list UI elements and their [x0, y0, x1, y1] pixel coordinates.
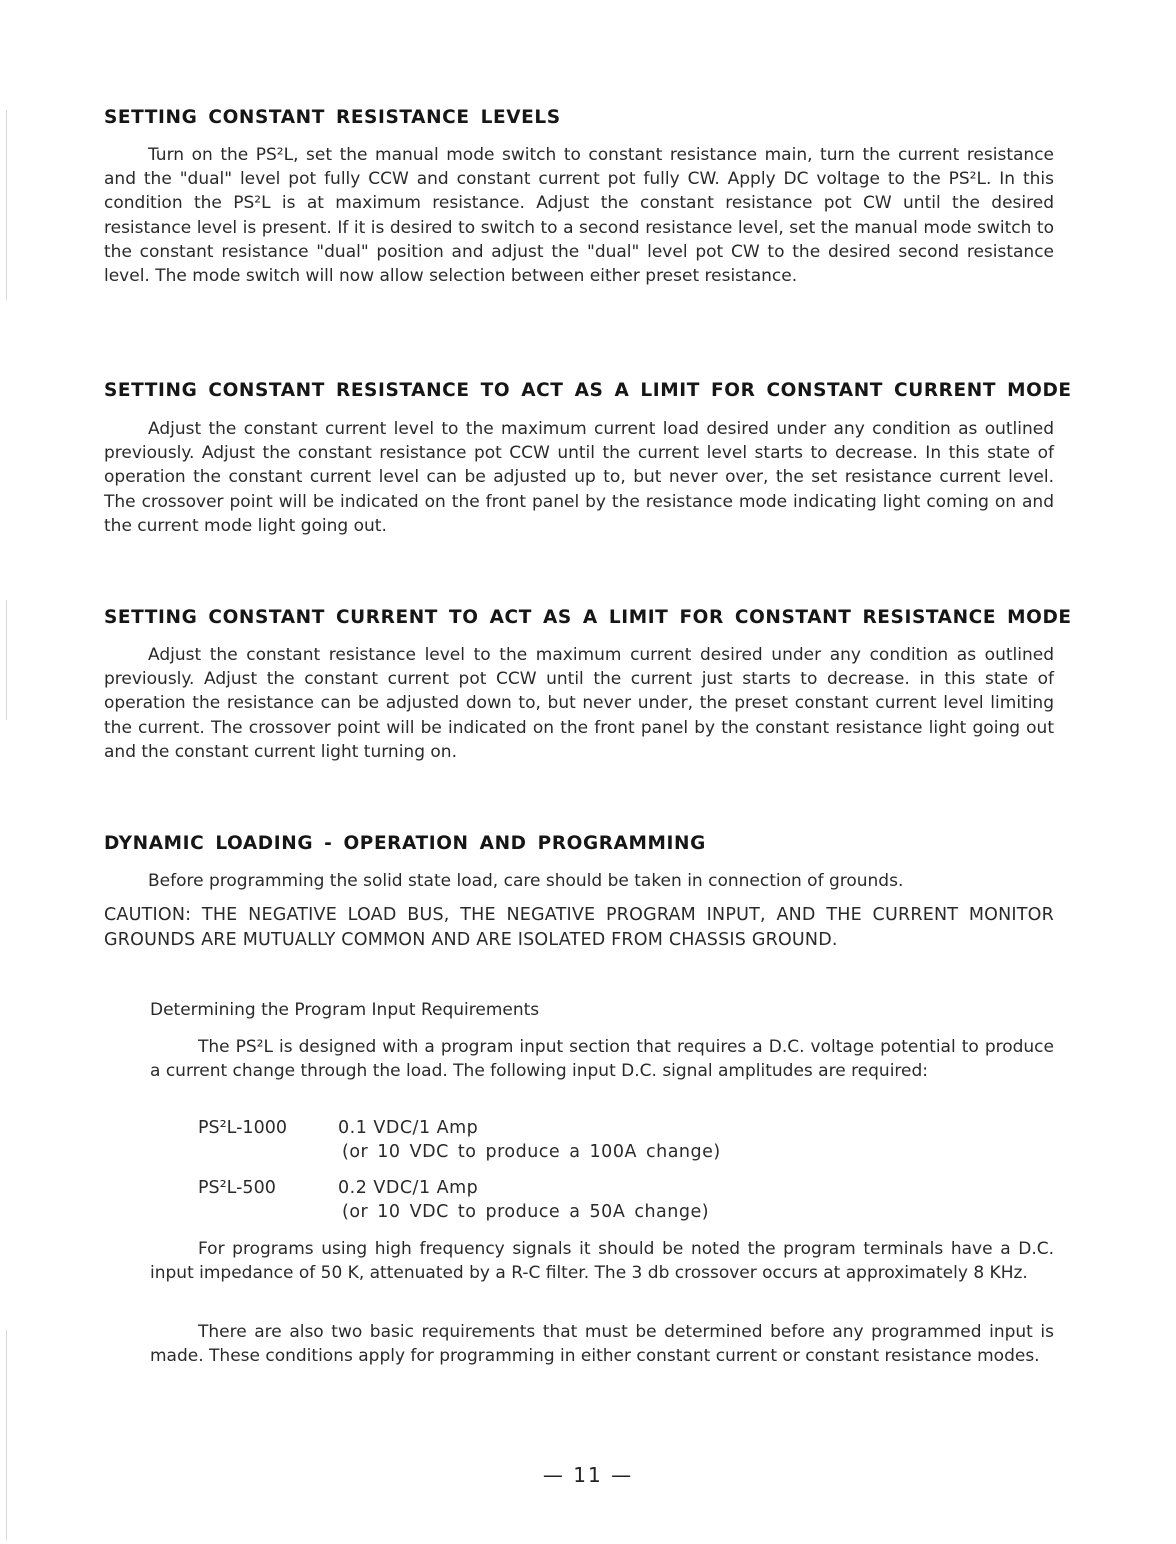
spec-value-500: 0.2 VDC/1 Amp: [338, 1178, 479, 1198]
program-input-intro: The PS²L is designed with a program input section that requires a D.C. voltage potential to produce a current change through the load. The following input D.C. signal amplitudes are required:: [150, 1037, 1054, 1082]
section-paragraph-current-limit: Adjust the constant resistance level to the maximum current desired under any condition as outlined previously. Adjust the constant current pot CCW until the current just starts to decrease. in this state of operation the resistance can be adjusted down to, but never under, the preset constant current level limiting the current. The crossover point will be indicated on the front panel by the constant resistance light going out and the constant current light turning on.: [104, 645, 1054, 762]
spec-model-1000: PS²L-1000: [198, 1118, 287, 1138]
spec-note-500: (or 10 VDC to produce a 50A change): [342, 1202, 710, 1222]
scan-margin-mark: [6, 110, 7, 300]
section-paragraph-dynamic-loading: Before programming the solid state load, care should be taken in connection of grounds.: [148, 871, 904, 891]
scan-margin-mark: [6, 600, 7, 720]
spec-value-1000: 0.1 VDC/1 Amp: [338, 1118, 479, 1138]
caution-notice: CAUTION: THE NEGATIVE LOAD BUS, THE NEGATIVE PROGRAM INPUT, AND THE CURRENT MONITOR GROUNDS ARE MUTUALLY COMMON AND ARE ISOLATED FROM CHASSIS GROUND.: [104, 905, 1054, 950]
program-input-subheading: Determining the Program Input Requirements: [150, 1000, 540, 1020]
section-heading-resistance-levels: SETTING CONSTANT RESISTANCE LEVELS: [104, 107, 561, 128]
section-heading-current-limit: SETTING CONSTANT CURRENT TO ACT AS A LIMIT FOR CONSTANT RESISTANCE MODE: [104, 607, 1072, 628]
spec-model-500: PS²L-500: [198, 1178, 276, 1198]
section-paragraph-resistance-levels: Turn on the PS²L, set the manual mode switch to constant resistance main, turn the current resistance and the "dual" level pot fully CCW and constant current pot fully CW. Apply DC voltage to the PS²L. In this condition the PS²L is at maximum resistance. Adjust the constant resistance pot CW until the desired resistance level is present. If it is desired to switch to a second resistance level, set the manual mode switch to the constant resistance "dual" position and adjust the "dual" level pot CW to the desired second resistance level. The mode switch will now allow selection between either preset resistance.: [104, 145, 1054, 287]
spec-note-1000: (or 10 VDC to produce a 100A change): [342, 1142, 721, 1162]
section-heading-resistance-limit: SETTING CONSTANT RESISTANCE TO ACT AS A LIMIT FOR CONSTANT CURRENT MODE: [104, 380, 1072, 401]
section-paragraph-resistance-limit: Adjust the constant current level to the maximum current load desired under any condition as outlined previously. Adjust the constant resistance pot CCW until the current level starts to decrease. In this state of operation the constant current level can be adjusted up to, but never over, the set resistance current level. The crossover point will be indicated on the front panel by the resistance mode indicating light coming on and the current mode light going out.: [104, 419, 1054, 536]
requirements-note: There are also two basic requirements that must be determined before any programmed input is made. These conditions apply for programming in either constant current or constant resistance modes.: [150, 1322, 1054, 1367]
section-heading-dynamic-loading: DYNAMIC LOADING - OPERATION AND PROGRAMMING: [104, 833, 706, 854]
frequency-note: For programs using high frequency signals it should be noted the program terminals have a D.C. input impedance of 50 K, attenuated by a R-C filter. The 3 db crossover occurs at approximately 8 KHz.: [150, 1239, 1054, 1284]
page-number: — 11 —: [542, 1463, 634, 1487]
scan-margin-mark: [6, 1330, 7, 1540]
